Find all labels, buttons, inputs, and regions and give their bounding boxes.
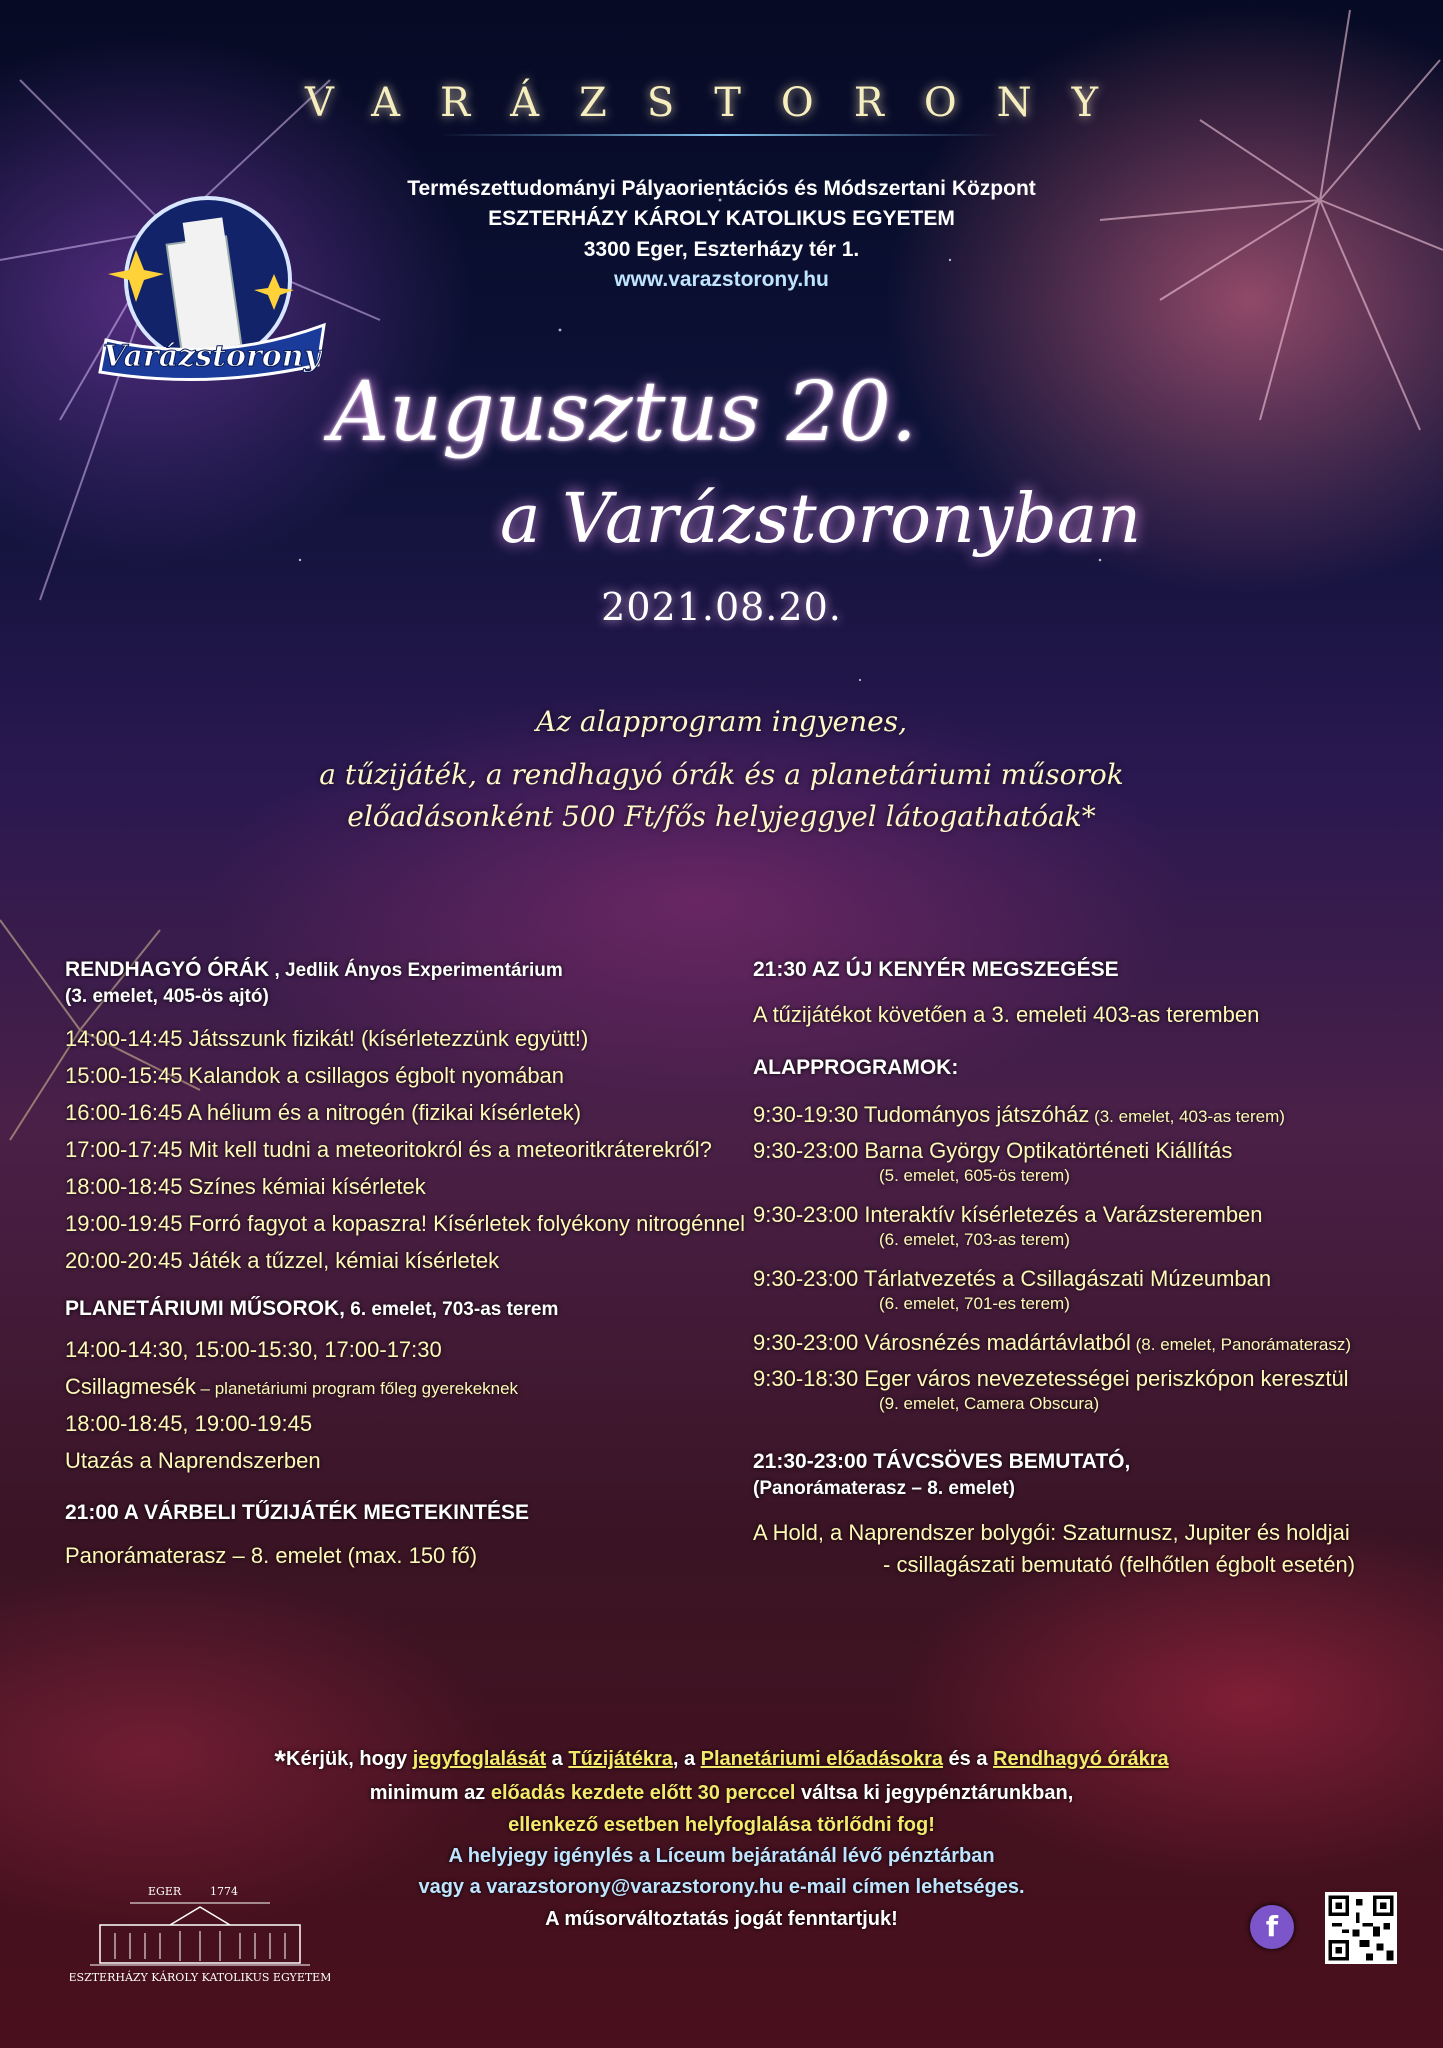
lesson-item: 20:00-20:45 Játék a tűzzel, kémiai kísérletek xyxy=(65,1248,500,1273)
lesson-item: 18:00-18:45 Színes kémiai kísérletek xyxy=(65,1174,426,1199)
telescope-heading: 21:30-23:00 TÁVCSÖVES BEMUTATÓ, xyxy=(753,1450,1131,1473)
intro-line-3: előadásonként 500 Ft/fős helyjeggyel látogathatóak* xyxy=(347,800,1096,833)
notice-line-1: *Kérjük, hogy jegyfoglalását a Tűzijátékra, a Planetáriumi előadásokra és a Rendhagyó órákra xyxy=(274,1745,1169,1778)
fireworks-heading: 21:00 A VÁRBELI TŰZIJÁTÉK MEGTEKINTÉSE xyxy=(65,1501,530,1524)
basic-programs-heading: ALAPPROGRAMOK: xyxy=(753,1056,959,1079)
basic-program-place: (6. emelet, 703-as terem) xyxy=(879,1230,1070,1249)
planetarium-list xyxy=(65,1337,745,1485)
lesson-item: 19:00-19:45 Forró fagyot a kopaszra! Kísérletek folyékony nitrogénnel xyxy=(65,1211,745,1236)
telescope-description-1: A Hold, a Naprendszer bolygói: Szaturnusz, Jupiter és holdjai xyxy=(753,1520,1350,1545)
basic-program-item: 9:30-23:00 Interaktív kísérletezés a Varázsteremben xyxy=(753,1202,1263,1227)
basic-program-place: (5. emelet, 605-ös terem) xyxy=(879,1166,1070,1185)
address: 3300 Eger, Eszterházy tér 1. xyxy=(583,238,860,261)
institute-name: Természettudományi Pályaorientációs és Módszertani Központ xyxy=(407,177,1036,200)
lesson-item: 14:00-14:45 Játsszunk fizikát! (kísérletezzünk együtt!) xyxy=(65,1026,589,1051)
planetarium-show-1: Csillagmesék – planetáriumi program főleg gyerekeknek xyxy=(65,1374,519,1399)
planetarium-times-2: 18:00-18:45, 19:00-19:45 xyxy=(65,1411,313,1436)
svg-text:Varázstorony: Varázstorony xyxy=(102,339,322,374)
event-title-line2: a Varázstoronyban xyxy=(500,480,1142,559)
brand-title: VARÁZSTORONY xyxy=(304,80,1139,126)
telescope-description-2: - csillagászati bemutató (felhőtlen égbolt esetén) xyxy=(883,1552,1356,1577)
event-date: 2021.08.20. xyxy=(601,585,842,629)
svg-text:EGER: EGER xyxy=(148,1885,182,1898)
basic-program-item: 9:30-18:30 Eger város nevezetességei periszkópon keresztül xyxy=(753,1366,1349,1391)
facebook-icon[interactable]: f xyxy=(1250,1905,1294,1949)
right-column xyxy=(753,958,1423,1578)
fireworks-location: Panorámaterasz – 8. emelet (max. 150 fő) xyxy=(65,1543,478,1568)
website-link[interactable]: www.varazstorony.hu xyxy=(614,268,829,291)
basic-program-item: 9:30-19:30 Tudományos játszóház (3. emelet, 403-as terem) xyxy=(753,1102,1285,1127)
planetarium-times-1: 14:00-14:30, 15:00-15:30, 17:00-17:30 xyxy=(65,1337,442,1362)
university-logo xyxy=(70,1875,330,1985)
svg-text:1774: 1774 xyxy=(210,1885,238,1898)
basic-program-item: 9:30-23:00 Tárlatvezetés a Csillagászati Múzeumban xyxy=(753,1266,1272,1291)
basic-programs-list xyxy=(753,1102,1423,1430)
lesson-item: 17:00-17:45 Mit kell tudni a meteoritokról és a meteoritkráterekről? xyxy=(65,1137,712,1162)
lessons-list xyxy=(65,1026,745,1285)
lesson-item: 15:00-15:45 Kalandok a csillagos égbolt nyomában xyxy=(65,1063,565,1088)
basic-program-item: 9:30-23:00 Barna György Optikatörténeti Kiállítás xyxy=(753,1138,1233,1163)
notice-line-3: ellenkező esetben helyfoglalása törlődni fog! xyxy=(508,1814,935,1836)
svg-text:ESZTERHÁZY KÁROLY KATOLIKUS EG: ESZTERHÁZY KÁROLY KATOLIKUS EGYETEM xyxy=(70,1971,330,1984)
left-column xyxy=(65,958,745,1569)
basic-program-place: (6. emelet, 701-es terem) xyxy=(879,1294,1070,1313)
telescope-place: (Panorámaterasz – 8. emelet) xyxy=(753,1478,1015,1499)
qr-code[interactable] xyxy=(1325,1892,1397,1964)
rendhagyo-place: (3. emelet, 405-ös ajtó) xyxy=(65,986,269,1007)
notice-line-5[interactable]: vagy a varazstorony@varazstorony.hu e-mail címen lehetséges. xyxy=(418,1876,1025,1898)
brand-underline xyxy=(440,134,1000,136)
basic-program-place: (9. emelet, Camera Obscura) xyxy=(879,1394,1100,1413)
planetarium-heading: PLANETÁRIUMI MŰSOROK, 6. emelet, 703-as terem xyxy=(65,1297,559,1320)
planetarium-show-2: Utazás a Naprendszerben xyxy=(65,1448,321,1473)
event-title-line1: Augusztus 20. xyxy=(330,365,917,460)
lesson-item: 16:00-16:45 A hélium és a nitrogén (fizikai kísérletek) xyxy=(65,1100,582,1125)
notice-line-4: A helyjegy igénylés a Líceum bejáratánál lévő pénztárban xyxy=(448,1845,995,1867)
notice-line-6: A műsorváltoztatás jogát fenntartjuk! xyxy=(545,1908,898,1930)
bread-heading: 21:30 AZ ÚJ KENYÉR MEGSZEGÉSE xyxy=(753,958,1119,981)
basic-program-item: 9:30-23:00 Városnézés madártávlatból (8. emelet, Panorámaterasz) xyxy=(753,1330,1352,1355)
university-name: ESZTERHÁZY KÁROLY KATOLIKUS EGYETEM xyxy=(488,207,955,230)
rendhagyo-heading: RENDHAGYÓ ÓRÁK , Jedlik Ányos Experimentárium xyxy=(65,958,563,981)
notice-line-2: minimum az előadás kezdete előtt 30 perccel váltsa ki jegypénztárunkban, xyxy=(369,1782,1074,1804)
intro-line-1: Az alapprogram ingyenes, xyxy=(536,705,907,738)
intro-line-2: a tűzijáték, a rendhagyó órák és a planetáriumi műsorok xyxy=(319,758,1124,791)
varazstorony-logo xyxy=(96,190,331,390)
bread-location: A tűzijátékot követően a 3. emeleti 403-as teremben xyxy=(753,1002,1260,1027)
